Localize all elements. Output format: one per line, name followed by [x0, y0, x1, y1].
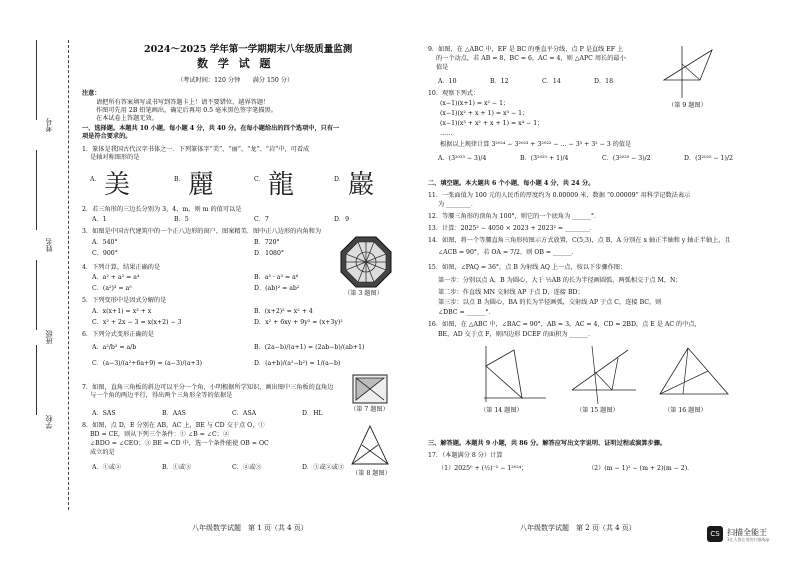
seal-glyph-mei: 美 [104, 170, 131, 200]
binding-margin [0, 0, 78, 561]
exam-no-label: 考号 [45, 118, 53, 132]
q10-option: A．(3²⁰²⁵ − 3)/4 [438, 155, 487, 162]
q14-figure [478, 344, 548, 404]
question-5: 5．下列变形中是因式分解的是 [82, 297, 167, 304]
question-14: 14．如图，将一个等腰直角三角形按图示方式放置，C(5,3)，点 B，A 分别在 x 轴正半轴和 y 轴正半轴上，且 [428, 237, 731, 244]
seal-glyph-yan: 巖 [348, 170, 375, 200]
name-underline [36, 150, 37, 230]
note-line: 作图可先用 2B 铅笔画出，确定后再用 0.5 毫米黑色签字笔描黑。 [96, 107, 277, 114]
q3-option: C．900° [92, 250, 118, 257]
q14-caption: （第 14 题图） [480, 407, 523, 414]
question-2: 2．若三角形的三边长分别为 3，4，m，则 m 的值可以是 [82, 206, 242, 213]
q9-option: B．12 [490, 78, 509, 85]
question-8: ∠BDO = ∠CEO；③ BE = CD 中，选一个条件能使 OB = OC [90, 440, 269, 447]
exam-no-underline [36, 40, 37, 120]
q1-option: D． [334, 176, 346, 183]
q9-option: C．14 [542, 78, 561, 85]
q8-option: A．①或② [92, 464, 122, 471]
question-15: 15．如图，∠PAQ = 36°，点 B 为射线 AQ 上一点，按以下步骤作图： [428, 264, 627, 271]
notes-head: 注意： [82, 90, 101, 97]
q16-figure [658, 344, 730, 400]
q7-option: C．ASA [232, 410, 257, 417]
school-label: 学校 [45, 415, 53, 429]
question-11: 11．一张面值为 100 元的人民币的厚度约为 0.00009 米，数据 “0.00009” 用科学记数法表示 [428, 192, 691, 199]
question-13: 13．计算：2025² − 4050 × 2023 + 2023² = ________． [428, 225, 596, 232]
q4-option: D．(ab)² = ab² [254, 285, 300, 292]
page-1 [82, 0, 422, 561]
q2-option: B．5 [174, 216, 189, 223]
question-12: 12．等腰三角形的顶角为 100°，则它的一个底角为 ______°． [428, 213, 601, 220]
q8-triangle-figure [350, 424, 390, 468]
question-3: 3．如图是中国古代建筑中的一个正八边形的窗户，图案精美．图中正八边形的内角和为 [82, 228, 322, 235]
question-15: 第三步：以点 B 为圆心，BA 的长为半径画弧，交射线 AP 于点 C，连接 BC，则 [438, 299, 662, 306]
q3-option: A．540° [92, 239, 118, 246]
seal-line [68, 40, 69, 510]
section-2-head: 二、填空题。本大题共 6 个小题，每小题 4 分，共 24 分。 [428, 180, 595, 187]
question-10: 10．观察下列式： [428, 90, 480, 97]
q10-pattern: …… [440, 130, 453, 137]
q6-option: D．(a+b)/(a²−b²) = 1/(a−b) [254, 360, 341, 367]
section-1-head: 一、选择题。本题共 10 小题，每小题 4 分，共 40 分。在每小题给出的四个选项中，只有一 [82, 125, 340, 132]
note-line: 在本试卷上答题无效。 [96, 115, 158, 122]
scanner-app-name: 扫描全能王 [727, 528, 767, 537]
exam-subtitle: 数 学 试 题 [197, 57, 274, 70]
question-4: 4．下列计算，结果正确的是 [82, 264, 161, 271]
q2-option: C．7 [254, 216, 269, 223]
q17-part: （1）2025⁰ + (½)⁻² − 1²⁰²⁴； [438, 465, 528, 472]
class-underline [36, 260, 37, 330]
q4-option: A．a² + a² = a⁴ [92, 274, 140, 281]
question-9: 的一个动点，若 AB = 8，BC = 6，AC = 4，则 △APC 周长的最小 [436, 55, 626, 62]
q2-option: D．9 [334, 216, 350, 223]
time-info: （考试时间：120 分钟 满分 150 分） [177, 77, 294, 84]
q3-option: D．1080° [254, 250, 284, 257]
q4-option: B．a³ · a³ = a⁶ [254, 274, 299, 281]
q9-figure [660, 44, 720, 100]
section-3-head: 三、解答题。本题共 9 小题，共 86 分。解答应写出文字说明、证明过程或演算步骤。 [428, 440, 667, 447]
q9-option: D．18 [594, 78, 614, 85]
q4-option: C．(a²)³ = a⁵ [92, 285, 132, 292]
triangle-ruler-figure [352, 374, 388, 404]
q9-caption: （第 9 题图） [668, 102, 707, 109]
q1-option: B． [174, 176, 185, 183]
q10-pattern: (x−1)(x² + x + 1) = x³ − 1； [440, 110, 529, 117]
q8-option: B．①或③ [162, 464, 192, 471]
q1-option: A． [90, 176, 101, 183]
name-label: 姓名 [45, 238, 53, 252]
question-7: 与一个角的两边平行，得出两个三角形全等的依据是 [90, 392, 233, 399]
q15-caption: （第 15 题图） [576, 407, 619, 414]
q5-option: D．x² + 6xy + 9y² = (x+3y)² [254, 319, 343, 326]
q1-option: C． [254, 176, 265, 183]
q5-option: A．x(x+1) = x² + x [92, 308, 152, 315]
question-1: 是轴对称图形的是 [90, 154, 140, 161]
question-11: 为 ________． [438, 201, 478, 208]
q3-option: B．720° [254, 239, 280, 246]
seal-glyph-li: 麗 [188, 170, 215, 200]
question-15: 第二步：作直线 MN 交射线 AP 于点 D，连接 BD； [438, 289, 584, 296]
page-2 [428, 0, 778, 561]
section-1-head: 项是符合要求的。 [82, 133, 132, 140]
question-15: 第一步：分别以点 A，B 为圆心，大于 ½AB 的长为半径画圆弧，两弧相交于点 M，N； [438, 277, 682, 284]
q10-option: B．(3²⁰²⁵ + 1)/4 [520, 155, 569, 162]
q6-option: B．(2a−b)/(a+1) = (2ab−b)/(ab+1) [254, 344, 365, 351]
q8-option: D．①或②或③ [302, 464, 345, 471]
question-6: 6．下列分式变形正确的是 [82, 331, 154, 338]
q10-option: D．(3²⁰²⁵ − 1)/2 [684, 155, 733, 162]
q10-pattern: (x−1)(x+1) = x² − 1； [440, 100, 510, 107]
q8-option: C．②或③ [232, 464, 262, 471]
scanner-logo-icon: CS [707, 526, 723, 542]
page-1-footer: 八年级数学试题 第 1 页（共 4 页） [192, 524, 308, 532]
q9-option: A．10 [438, 78, 457, 85]
seal-glyph-long: 龍 [268, 170, 295, 200]
octagon-window-figure [340, 236, 392, 288]
q5-option: B．(x+2)² = x² + 4 [254, 308, 313, 315]
question-8: 8．如图，点 D，E 分别在 AB，AC 上，BE 与 CD 交于点 O，① [82, 422, 265, 429]
question-16: BE，AD 交于点 F，则四边形 DCEF 的面积为 ______． [438, 331, 595, 338]
q16-caption: （第 16 题图） [664, 407, 707, 414]
q10-pattern: (x−1)(x³ + x² + x + 1) = x⁴ − 1； [440, 120, 544, 127]
question-9: 9．如图，在 △ABC 中，EF 是 BC 的垂直平分线，点 P 是直线 EF 上 [428, 46, 624, 53]
question-8: BD = CE，则从下列三个条件：① ∠B = ∠C；② [90, 431, 230, 438]
scanner-tagline: 3亿人都在用的扫描App [727, 537, 770, 542]
question-17: 17．（本题满分 8 分）计算 [428, 452, 503, 459]
q6-option: A．a²/b² = a/b [92, 344, 137, 351]
question-14: ∠ACB = 90°，若 OA = 7/2，则 OB = ______． [438, 249, 578, 256]
q8-caption: （第 8 题图） [352, 470, 391, 477]
q10-ask: 根据以上规律计算 3²⁰²⁴ − 3²⁰²³ + 3²⁰²² − … − 3³ + 3² − 3 的值是 [440, 141, 632, 148]
page-2-footer: 八年级数学试题 第 2 页（共 4 页） [520, 524, 636, 532]
q7-option: A．SAS [92, 410, 116, 417]
question-9: 值是 [436, 64, 449, 71]
class-label: 班级 [45, 330, 53, 344]
question-15: ∠DBC = ______°． [438, 309, 495, 316]
q17-part: （2）(m − 1)² − (m + 2)(m − 2)． [588, 465, 694, 472]
q10-option: C．(3²⁰²⁵ − 3)/2 [602, 155, 651, 162]
question-7: 7．如图，直角三角板的斜边可以平分一个角，小明根据所学知识，画出图中三角板的直角边 [82, 384, 334, 391]
q15-figure [568, 342, 638, 406]
q7-option: D．HL [302, 410, 323, 417]
q7-caption: （第 7 题图） [350, 406, 389, 413]
q7-option: B．AAS [162, 410, 186, 417]
question-1: 1．篆体是我国古代汉字书体之一．下列篆体字“美”、“丽”、“龙”、“岩”中，可看成 [82, 146, 310, 153]
school-underline [36, 345, 37, 415]
question-16: 16．如图，在 △ABC 中，∠BAC = 90°，AB = 3，AC = 4，CD = 2BD，点 E 是 AC 的中点， [428, 321, 701, 328]
q2-option: A．1 [92, 216, 107, 223]
q6-option: C．(a−3)/(a²+6a+9) = (a−3)/(a+3) [92, 360, 203, 367]
question-8: 成立的是 [90, 449, 115, 456]
q5-option: C．x² + 2x − 3 = x(x+2) − 3 [92, 319, 182, 326]
q3-caption: （第 3 题图） [344, 290, 383, 297]
exam-title: 2024～2025 学年第一学期期末八年级质量监测 [144, 44, 353, 55]
note-line: 请把所有答案填写或书写到答题卡上！请不要错位、越界答题！ [96, 99, 270, 106]
